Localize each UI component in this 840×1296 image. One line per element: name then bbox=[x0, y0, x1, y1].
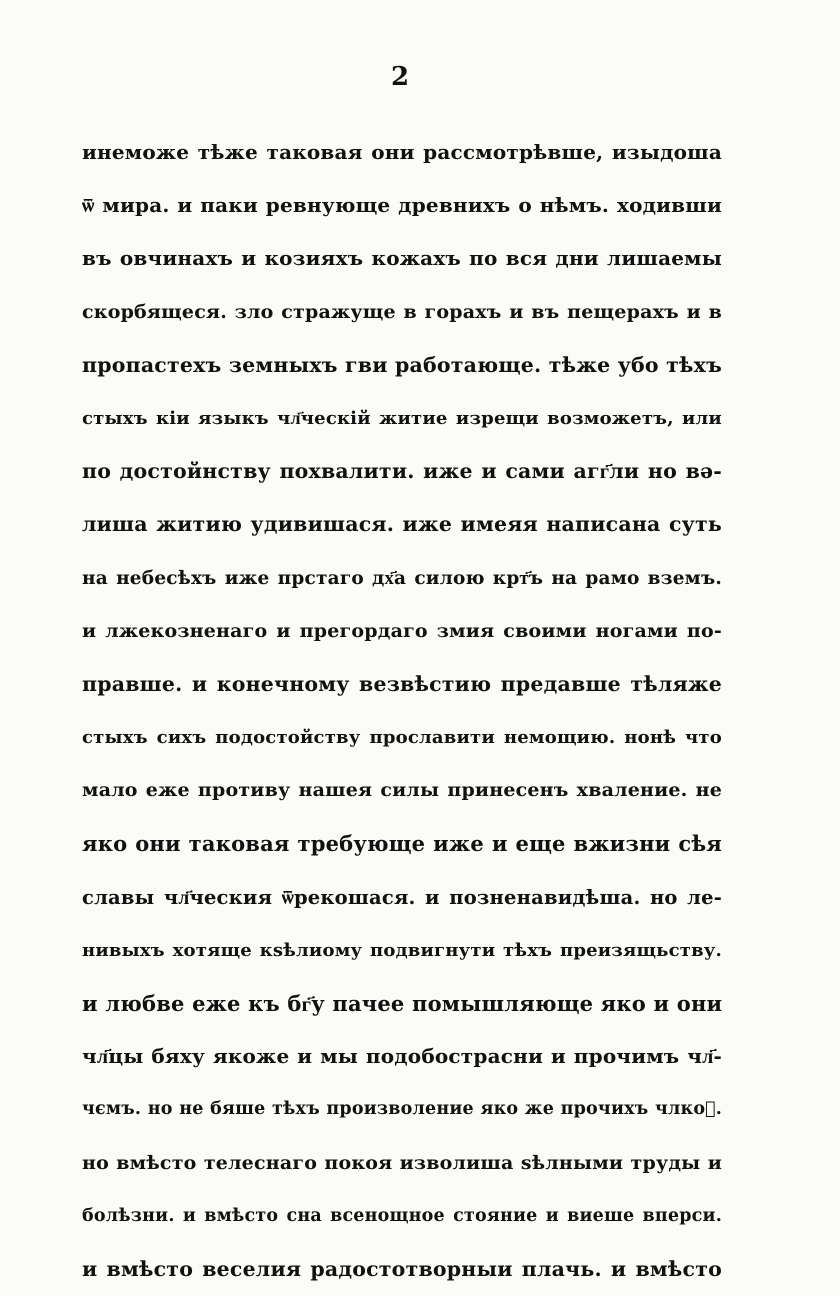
text-line: на небесѣхъ иже прстаго дх҃а силою крт҃ъ на рамо вземъ. bbox=[82, 567, 722, 589]
text-line: но вмѣсто телеснаго покоя изволиша sѣлными труды и bbox=[82, 1151, 722, 1174]
text-line: и вмѣсто веселия радостотворныи плачь. и вмѣсто bbox=[82, 1256, 722, 1281]
page-number: 2 bbox=[390, 62, 410, 92]
text-line: стыхъ сихъ подостойству прославити немощию. нонѣ что bbox=[82, 727, 722, 749]
text-line: и любве еже къ бг҃у пачее помышляюще яко и они bbox=[82, 991, 722, 1016]
text-line: правше. и конечному везвѣстию предавше тѣляже bbox=[82, 671, 722, 696]
text-line: и лжекозненаго и прегордаго змия своими ногами по- bbox=[82, 619, 722, 642]
text-line: чл҃цы бяху якоже и мы подобострасни и прочимъ чл҃- bbox=[82, 1044, 722, 1069]
text-line: славы чл҃ческия ѿрекошася. и позненавидѣша. но ле- bbox=[82, 885, 722, 909]
text-line: ѿ мира. и паки ревнующе древнихъ о нѣмъ. ходивши bbox=[82, 193, 722, 218]
text-line: пропастехъ земныхъ гви работающе. тѣже убо тѣхъ bbox=[82, 352, 722, 377]
text-line: по достойнству похвалити. иже и сами агг҃ли но вә- bbox=[82, 459, 722, 484]
text-line: лиша житию удивишася. иже имеяя написана суть bbox=[82, 512, 722, 537]
text-line: инеможе тѣже таковая они рассмотрѣвше, изыдоша bbox=[82, 140, 722, 164]
text-line: въ овчинахъ и козияхъ кожахъ по вся дни лишаемы bbox=[82, 246, 722, 271]
text-line: яко они таковая требующе иже и еще вжизни сѣя bbox=[82, 831, 722, 857]
text-line: болѣзни. и вмѣсто сна всенощное стояние и виеше вперси. bbox=[82, 1205, 722, 1226]
text-line: чємъ. но не бяше тѣхъ произволение яко же прочихъ члкоⷡ. bbox=[82, 1099, 722, 1120]
text-line: скорбящеся. зло стражуще в горахъ и въ пещерахъ и в bbox=[82, 300, 722, 323]
text-line: стыхъ кіи языкъ чл҃ческій житие изрещи возможетъ, или bbox=[82, 407, 722, 429]
text-body bbox=[82, 126, 722, 1296]
text-line: нивыхъ хотяще кsѣлиому подвигнути тѣхъ преизящьству. bbox=[82, 939, 722, 961]
text-line: мало еже противу нашея силы принесенъ хваление. не bbox=[82, 779, 722, 802]
